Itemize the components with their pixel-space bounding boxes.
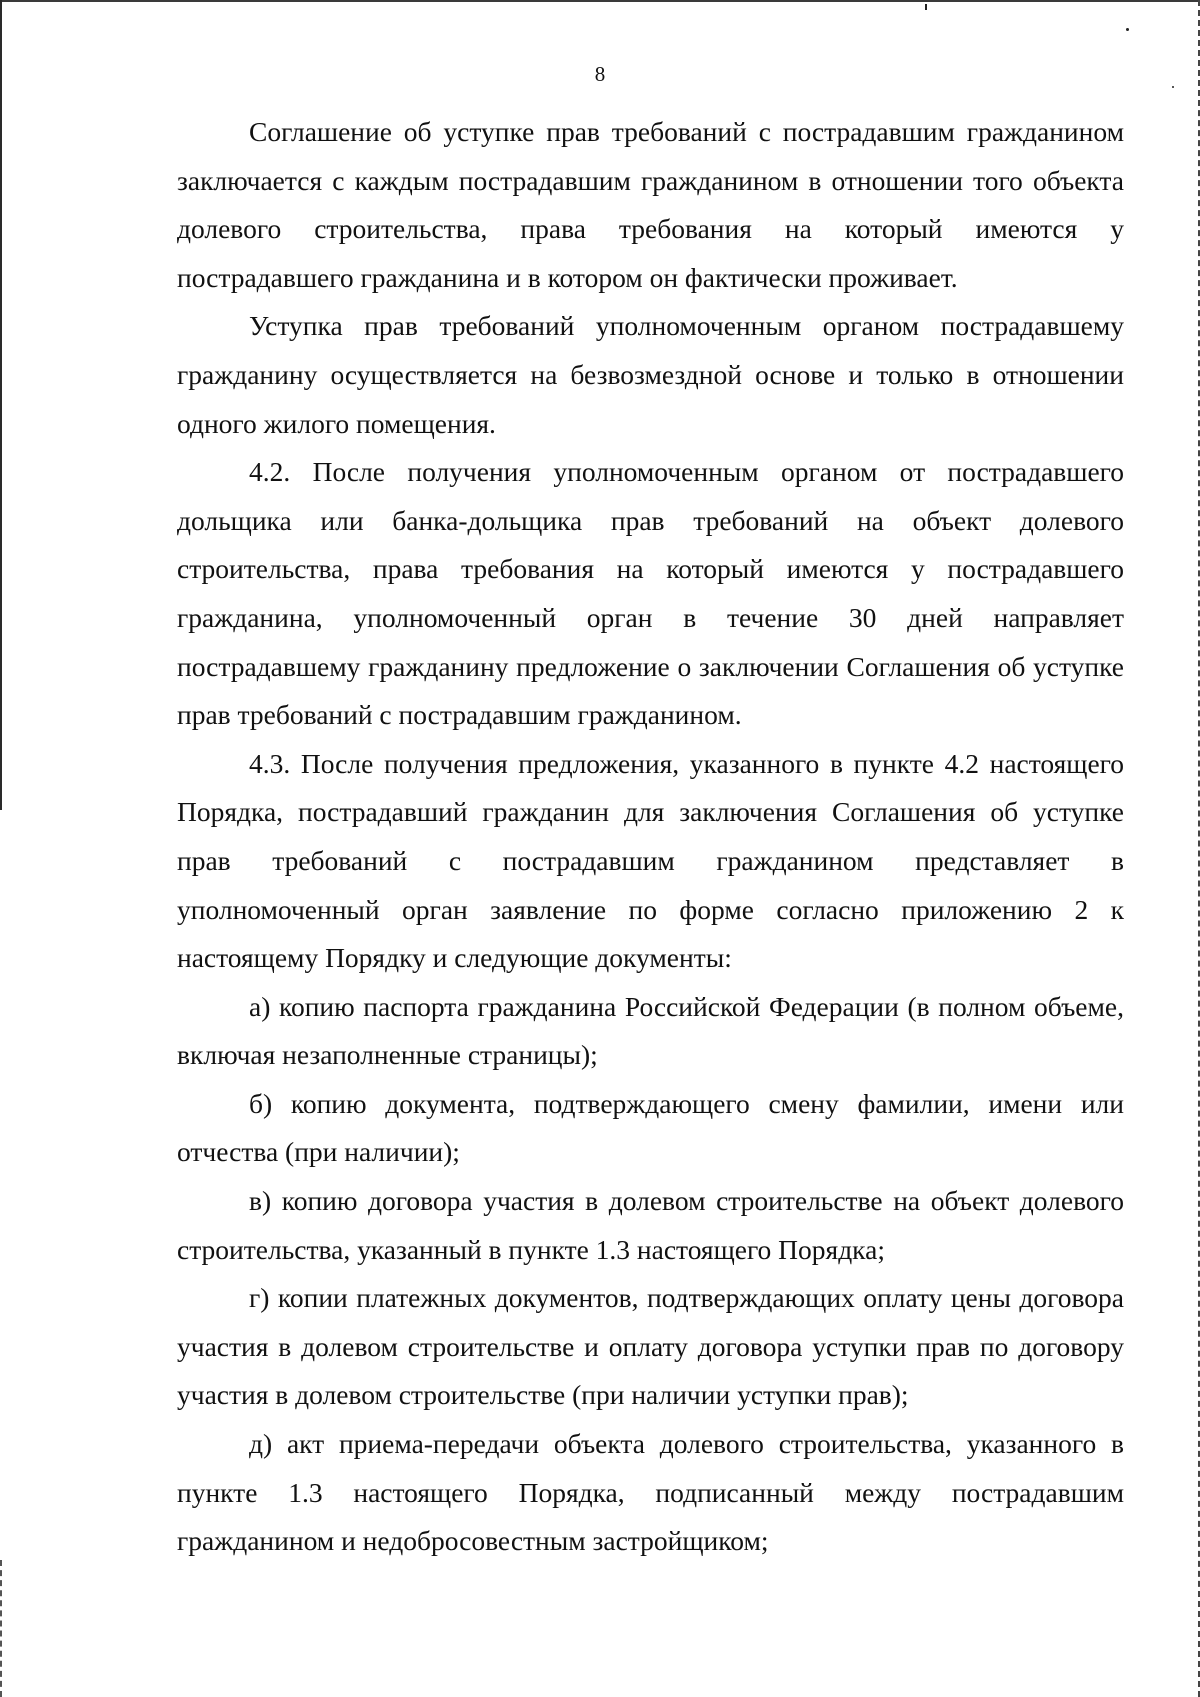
paragraph: 4.2. После получения уполномоченным органом от пострадавшего дольщика или банка-дольщика прав требований на объект долевого строительства, права требования на который имеются у пострадавшего гражданина, уполномоченный орган в течение 30 дней направляет пострадавшему гражданину предложение о заключении Соглашения об уступке прав требований с пострадавшим гражданином. [177,456,1124,731]
list-item-g: г) копии платежных документов, подтверждающих оплату цены договора участия в долевом строительстве и оплату договора уступки прав по договору участия в долевом строительстве (при наличии уступки прав); [177,1282,1124,1411]
scan-edge-left [0,0,2,810]
list-item-v: в) копию договора участия в долевом строительстве на объект долевого строительства, указанный в пункте 1.3 настоящего Порядка; [177,1185,1124,1265]
paragraph: 4.3. После получения предложения, указанного в пункте 4.2 настоящего Порядка, пострадавший гражданин для заключения Соглашения об уступке прав требований с пострадавшим гражданином представляет в уполномоченный орган заявление по форме согласно приложению 2 к настоящему Порядку и следующие документы: [177,747,1124,974]
scan-edge-top [0,0,1200,2]
document-body [177,108,1124,1566]
page-number: 8 [594,62,606,86]
scan-edge-left-lower [0,1560,2,1697]
list-item-a: а) копию паспорта гражданина Российской Федерации (в полном объеме, включая незаполненные страницы); [177,990,1124,1071]
scan-speck [925,4,927,10]
list-item-b: б) копию документа, подтверждающего смену фамилии, имени или отчества (при наличии); [177,1087,1124,1168]
scan-speck [1126,28,1129,31]
paragraph: Соглашение об уступке прав требований с пострадавшим гражданином заключается с каждым пострадавшим гражданином в отношении того объекта долевого строительства, права требования на который имеются у пострадавшего гражданина и в котором он фактически проживает. [177,116,1124,293]
list-item-d: д) акт приема-передачи объекта долевого строительства, указанного в пункте 1.3 настоящего Порядка, подписанный между пострадавшим гражданином и недобросовестным застройщиком; [177,1428,1124,1557]
paragraph: Уступка прав требований уполномоченным органом пострадавшему гражданину осуществляется на безвозмездной основе и только в отношении одного жилого помещения. [177,310,1124,439]
